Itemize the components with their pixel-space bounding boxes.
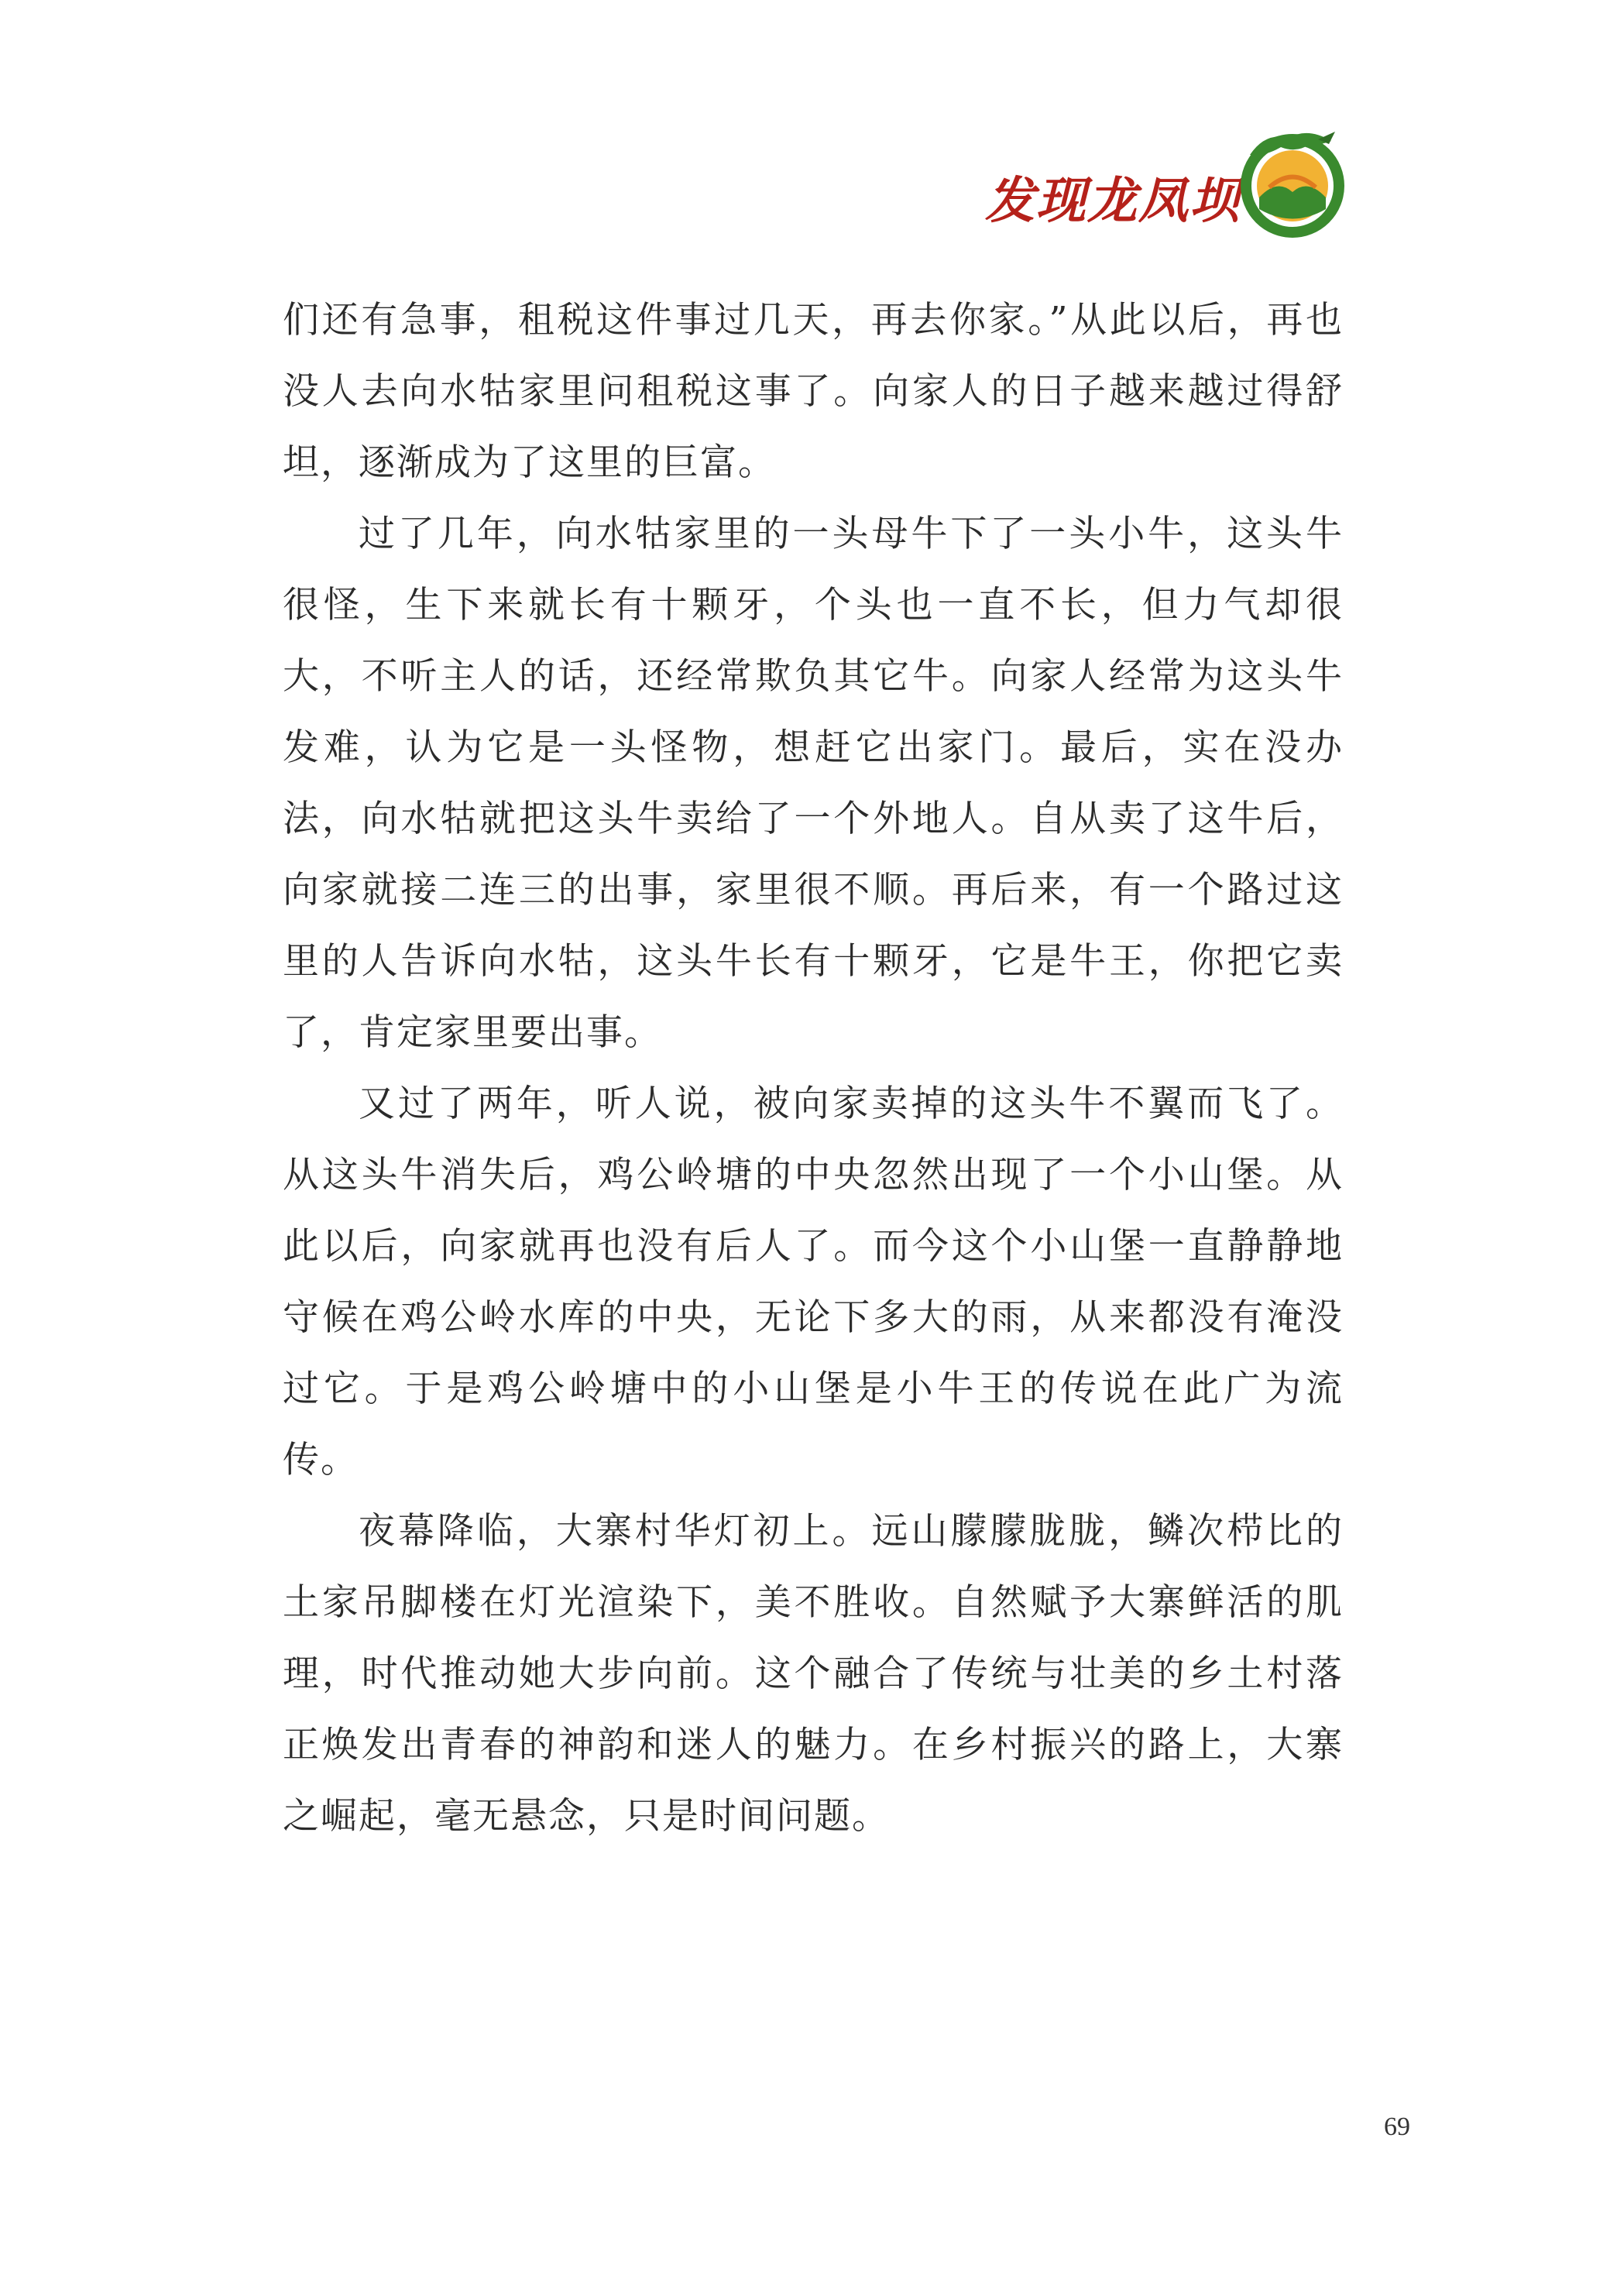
page-number: 69 [1384, 2112, 1410, 2141]
article-body [283, 285, 1344, 1852]
paragraph-1: 们还有急事，租税这件事过几天，再去你家。”从此以后，再也没人去向水牯家里问租税这事了。向家人的日子越来越过得舒坦，逐渐成为了这里的巨富。 [283, 299, 1344, 484]
paragraph-2: 过了几年，向水牯家里的一头母牛下了一头小牛，这头牛很怪，生下来就长有十颗牙，个头也一直不长，但力气却很大，不听主人的话，还经常欺负其它牛。向家人经常为这头牛发难，认为它是一头怪物，想赶它出家门。最后，实在没办法，向水牯就把这头牛卖给了一个外地人。自从卖了这牛后，向家就接二连三的出事，家里很不顺。再后来，有一个路过这里的人告诉向水牯，这头牛长有十颗牙，它是牛王，你把它卖了，肯定家里要出事。 [283, 513, 1344, 1054]
logo-emblem-icon [1234, 124, 1351, 240]
paragraph-4: 夜幕降临，大寨村华灯初上。远山朦朦胧胧，鳞次栉比的土家吊脚楼在灯光渲染下，美不胜收。自然赋予大寨鲜活的肌理，时代推动她大步向前。这个融合了传统与壮美的乡土村落正焕发出青春的神韵和迷人的魅力。在乡村振兴的路上，大寨之崛起，毫无悬念，只是时间问题。 [283, 1510, 1344, 1838]
logo-title: 发现龙凤坝 [985, 172, 1241, 230]
header-logo [985, 116, 1349, 232]
paragraph-3: 又过了两年，听人说，被向家卖掉的这头牛不翼而飞了。从这头牛消失后，鸡公岭塘的中央忽然出现了一个小山堡。从此以后，向家就再也没有后人了。而今这个小山堡一直静静地守候在鸡公岭水库的中央，无论下多大的雨，从来都没有淹没过它。于是鸡公岭塘中的小山堡是小牛王的传说在此广为流传。 [283, 1083, 1344, 1481]
